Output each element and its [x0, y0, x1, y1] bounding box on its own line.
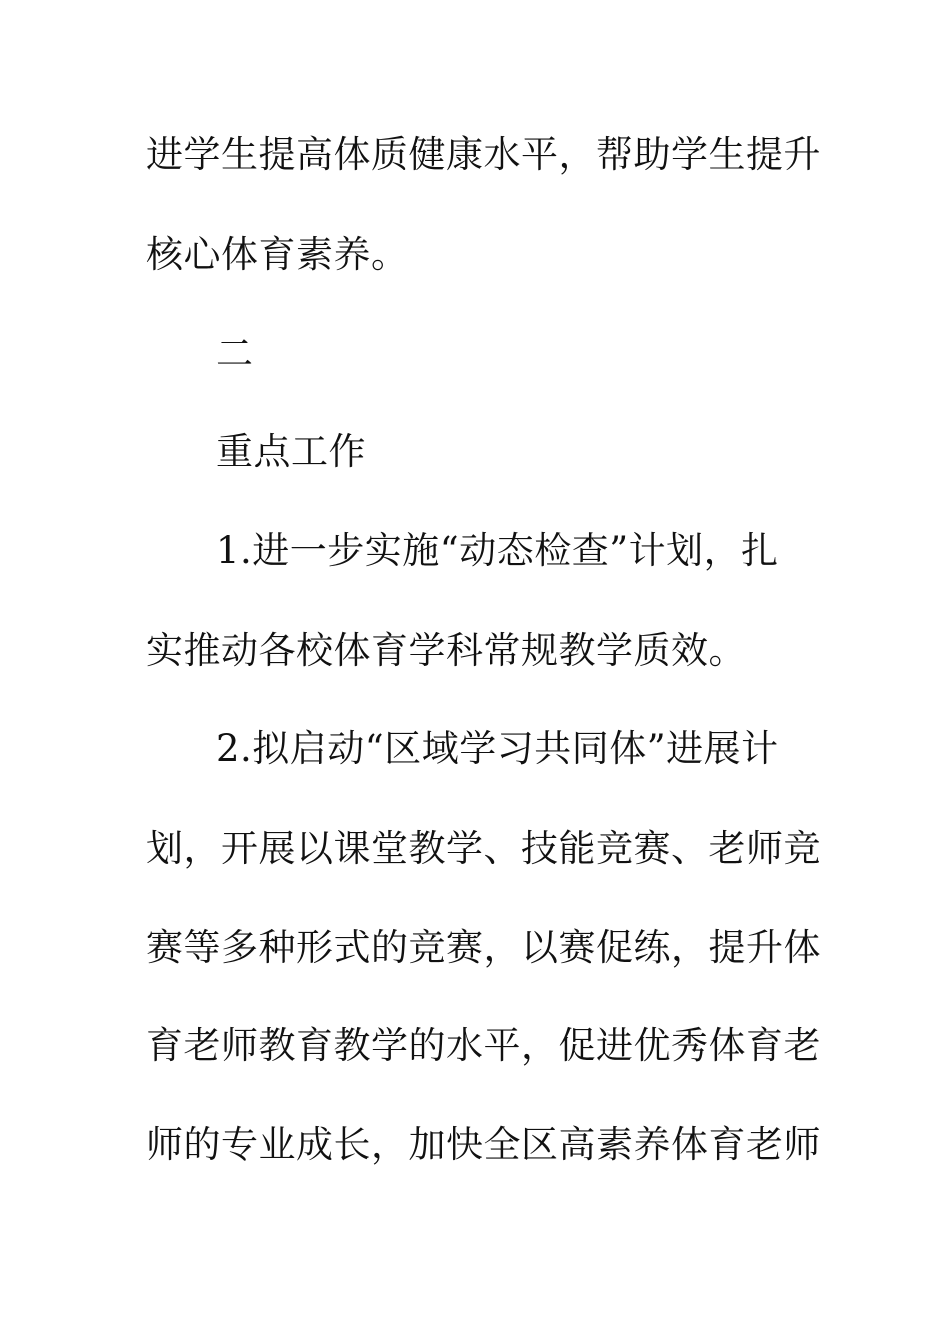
section-heading: 重点工作: [216, 430, 366, 473]
paragraph-line: 师的专业成长，加快全区高素养体育老师: [146, 1123, 821, 1166]
paragraph-line: 进学生提高体质健康水平，帮助学生提升: [146, 133, 821, 176]
paragraph-line: 2.拟启动“区域学习共同体”进展计: [216, 727, 779, 770]
paragraph-line: 核心体育素养。: [146, 233, 409, 276]
paragraph-line: 1.进一步实施“动态检查”计划，扎: [216, 529, 779, 572]
paragraph-line: 育老师教育教学的水平，促进优秀体育老: [146, 1024, 821, 1067]
paragraph-line: 实推动各校体育学科常规教学质效。: [146, 629, 746, 672]
paragraph-line: 划，开展以课堂教学、技能竞赛、老师竞: [146, 827, 821, 870]
paragraph-line: 赛等多种形式的竞赛，以赛促练，提升体: [146, 926, 821, 969]
section-number: 二: [216, 332, 254, 375]
